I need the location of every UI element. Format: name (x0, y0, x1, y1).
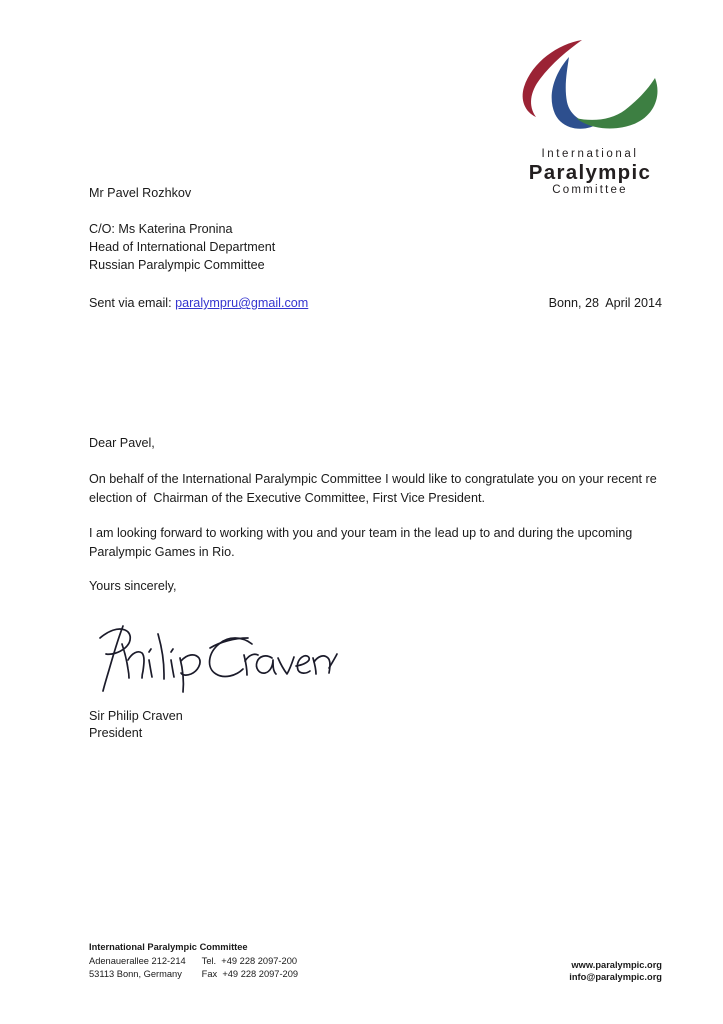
logo-line-paralympic: Paralympic (528, 160, 652, 184)
footer-contact-block (89, 941, 314, 980)
logo-line-committee: Committee (552, 184, 628, 196)
recipient-address-block (89, 184, 275, 274)
recipient-role: Head of International Department (89, 240, 276, 254)
handwritten-signature (92, 608, 342, 696)
recipient-email-link[interactable]: paralympru@gmail.com (175, 296, 309, 310)
recipient-care-of: C/O: Ms Katerina Pronina (89, 222, 233, 236)
sent-via-email-line (89, 294, 308, 312)
footer-organisation: International Paralympic Committee (89, 942, 248, 952)
body-paragraph-2: I am looking forward to working with you and your team in the lead up to and during the upcoming Paralympic Games in Rio. (89, 526, 633, 559)
signer-title: President (89, 726, 143, 740)
footer-website: www.paralympic.org (571, 960, 662, 970)
footer-telephone: Tel. +49 228 2097-200 (201, 956, 298, 967)
footer-row (89, 955, 314, 967)
recipient-name: Mr Pavel Rozhkov (89, 186, 192, 200)
agitos-logo-icon (514, 34, 666, 140)
recipient-organisation: Russian Paralympic Committee (89, 258, 265, 272)
footer-address-line-1: Adenauerallee 212-214 (89, 956, 186, 967)
signer-block (89, 708, 183, 742)
closing-salutation: Yours sincerely, (89, 579, 177, 593)
spacer (89, 202, 275, 220)
footer-address-grid (89, 955, 314, 980)
footer-web-block (569, 959, 662, 984)
ipc-wordmark (514, 149, 666, 197)
ipc-logo (514, 34, 666, 197)
footer-address-line-2: 53113 Bonn, Germany (89, 968, 182, 979)
body-paragraph-1: On behalf of the International Paralympic Committee I would like to congratulate you on your recent re election of Chairman of the Executive Committee, First Vice President. (89, 472, 661, 505)
logo-line-international: International (541, 148, 639, 160)
sent-via-email-label: Sent via email: (89, 296, 176, 310)
letter-date: Bonn, 28 April 2014 (548, 296, 662, 310)
footer-row (89, 968, 314, 980)
signer-name: Sir Philip Craven (89, 709, 183, 723)
footer-fax: Fax +49 228 2097-209 (201, 968, 299, 979)
salutation: Dear Pavel, (89, 436, 155, 450)
footer-email: info@paralympic.org (569, 972, 662, 983)
